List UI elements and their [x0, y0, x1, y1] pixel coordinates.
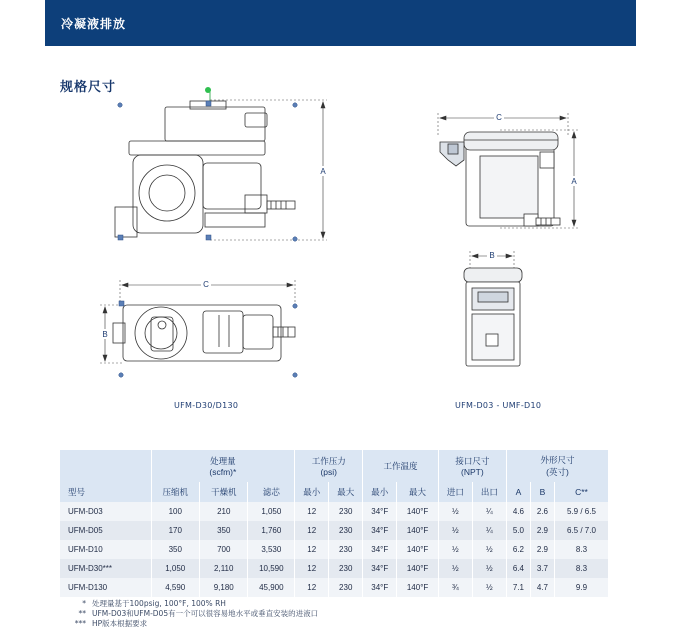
cell-filter: 10,590 — [248, 559, 295, 578]
cell-compressor: 4,590 — [151, 578, 199, 597]
footnote — [60, 599, 318, 609]
cell-dryer: 2,110 — [200, 559, 248, 578]
cell-dryer: 350 — [200, 521, 248, 540]
cell-dryer: 210 — [200, 502, 248, 521]
cell-pressure-min: 12 — [295, 578, 329, 597]
sub-header-dim-b: B — [530, 482, 554, 502]
footnote-text: HP版本根据要求 — [92, 619, 148, 628]
cell-temp-max: 140°F — [397, 559, 439, 578]
footnote-mark: * — [82, 599, 86, 608]
cell-dim-a: 6.2 — [506, 540, 530, 559]
group-header-temperature: 工作温度 — [363, 450, 439, 482]
dim-c-label-right: C — [496, 113, 502, 122]
right-drawing-caption: UFM-D03 - UMF-D10 — [455, 401, 542, 410]
cell-dim-b: 3.7 — [530, 559, 554, 578]
cell-pressure-min: 12 — [295, 521, 329, 540]
cell-pressure-min: 12 — [295, 559, 329, 578]
sub-header-model: 型号 — [68, 487, 86, 497]
cell-inlet: ½ — [438, 559, 472, 578]
cell-pressure-max: 230 — [329, 540, 363, 559]
cell-model: UFM-D10 — [68, 545, 103, 554]
cell-dim-b: 2.9 — [530, 521, 554, 540]
sub-header-dim-a: A — [506, 482, 530, 502]
cell-inlet: ½ — [438, 502, 472, 521]
sub-header-outlet: 出口 — [472, 482, 506, 502]
cell-temp-min: 34°F — [363, 502, 397, 521]
cell-dim-c: 8.3 — [554, 559, 608, 578]
cell-dim-b: 2.6 — [530, 502, 554, 521]
cell-dryer: 9,180 — [200, 578, 248, 597]
sub-header-pressure-max: 最大 — [329, 482, 363, 502]
dim-b-label-right: B — [489, 251, 495, 260]
table-row — [60, 521, 608, 540]
dim-a-label-right: A — [571, 177, 577, 186]
sub-header-compressor: 压缩机 — [151, 482, 199, 502]
cell-inlet: ½ — [438, 540, 472, 559]
cell-temp-min: 34°F — [363, 521, 397, 540]
sub-header-temp-max: 最大 — [397, 482, 439, 502]
table-row — [60, 559, 608, 578]
cell-dim-a: 4.6 — [506, 502, 530, 521]
cell-temp-max: 140°F — [397, 502, 439, 521]
footnote-mark: ** — [78, 609, 86, 618]
table-row — [60, 540, 608, 559]
cell-model: UFM-D05 — [68, 526, 103, 535]
cell-dryer: 700 — [200, 540, 248, 559]
cell-pressure-max: 230 — [329, 521, 363, 540]
cell-outlet: ¼ — [472, 502, 506, 521]
left-drawing-caption: UFM-D30/D130 — [174, 401, 239, 410]
cell-filter: 45,900 — [248, 578, 295, 597]
section-title: 规格尺寸 — [60, 80, 117, 95]
d03-front-view-drawing — [458, 248, 538, 373]
table-sub-header-row — [60, 482, 608, 502]
footnote — [60, 619, 318, 629]
d30-top-view-drawing — [95, 275, 315, 380]
cell-dim-b: 2.9 — [530, 540, 554, 559]
sub-header-dim-c: C** — [554, 482, 608, 502]
cell-compressor: 1,050 — [151, 559, 199, 578]
cell-dim-c: 6.5 / 7.0 — [554, 521, 608, 540]
cell-dim-c: 8.3 — [554, 540, 608, 559]
cell-outlet: ½ — [472, 559, 506, 578]
group-header-port: 接口尺寸 (NPT) — [438, 450, 506, 482]
group-header-dimensions: 外形尺寸 (英寸) — [506, 450, 608, 482]
cell-pressure-max: 230 — [329, 502, 363, 521]
cell-compressor: 350 — [151, 540, 199, 559]
group-header-pressure: 工作压力 (psi) — [295, 450, 363, 482]
footnotes — [60, 599, 318, 629]
cell-pressure-max: 230 — [329, 559, 363, 578]
sub-header-filter: 滤芯 — [248, 482, 295, 502]
cell-pressure-min: 12 — [295, 502, 329, 521]
cell-outlet: ½ — [472, 540, 506, 559]
sub-header-pressure-min: 最小 — [295, 482, 329, 502]
cell-filter: 1,050 — [248, 502, 295, 521]
cell-pressure-max: 230 — [329, 578, 363, 597]
cell-compressor: 170 — [151, 521, 199, 540]
footnote-text: UFM-D03和UFM-D05有一个可以很容易地水平或垂直安装的进液口 — [92, 609, 319, 618]
sub-header-temp-min: 最小 — [363, 482, 397, 502]
footnote-text: 处理量基于100psig, 100°F, 100% RH — [92, 599, 226, 608]
footnote — [60, 609, 318, 619]
table-group-header-row — [60, 450, 608, 482]
cell-filter: 1,760 — [248, 521, 295, 540]
cell-dim-a: 7.1 — [506, 578, 530, 597]
group-header-blank — [60, 450, 151, 482]
sub-header-dryer: 干燥机 — [200, 482, 248, 502]
cell-dim-b: 4.7 — [530, 578, 554, 597]
cell-model: UFM-D03 — [68, 507, 103, 516]
dim-b-label: B — [102, 330, 108, 339]
cell-temp-max: 140°F — [397, 521, 439, 540]
d03-side-view-drawing — [428, 108, 588, 233]
cell-filter: 3,530 — [248, 540, 295, 559]
cell-temp-min: 34°F — [363, 540, 397, 559]
cell-compressor: 100 — [151, 502, 199, 521]
dim-a-label: A — [320, 167, 326, 176]
cell-dim-c: 9.9 — [554, 578, 608, 597]
group-header-capacity: 处理量 (scfm)* — [151, 450, 295, 482]
footnote-mark: *** — [74, 619, 86, 628]
cell-dim-a: 6.4 — [506, 559, 530, 578]
table-row — [60, 502, 608, 521]
cell-temp-min: 34°F — [363, 578, 397, 597]
cell-outlet: ½ — [472, 578, 506, 597]
cell-temp-min: 34°F — [363, 559, 397, 578]
cell-inlet: ¾ — [438, 578, 472, 597]
spec-table — [60, 450, 608, 597]
cell-outlet: ¼ — [472, 521, 506, 540]
header-title: 冷凝液排放 — [61, 17, 127, 31]
table-row — [60, 578, 608, 597]
cell-temp-max: 140°F — [397, 540, 439, 559]
cell-dim-c: 5.9 / 6.5 — [554, 502, 608, 521]
cell-inlet: ½ — [438, 521, 472, 540]
cell-model: UFM-D30*** — [68, 564, 113, 573]
dim-c-label: C — [203, 280, 209, 289]
page-header — [45, 0, 636, 46]
sub-header-inlet: 进口 — [438, 482, 472, 502]
cell-pressure-min: 12 — [295, 540, 329, 559]
cell-model: UFM-D130 — [68, 583, 108, 592]
cell-dim-a: 5.0 — [506, 521, 530, 540]
cell-temp-max: 140°F — [397, 578, 439, 597]
d30-side-view-drawing — [95, 85, 345, 245]
